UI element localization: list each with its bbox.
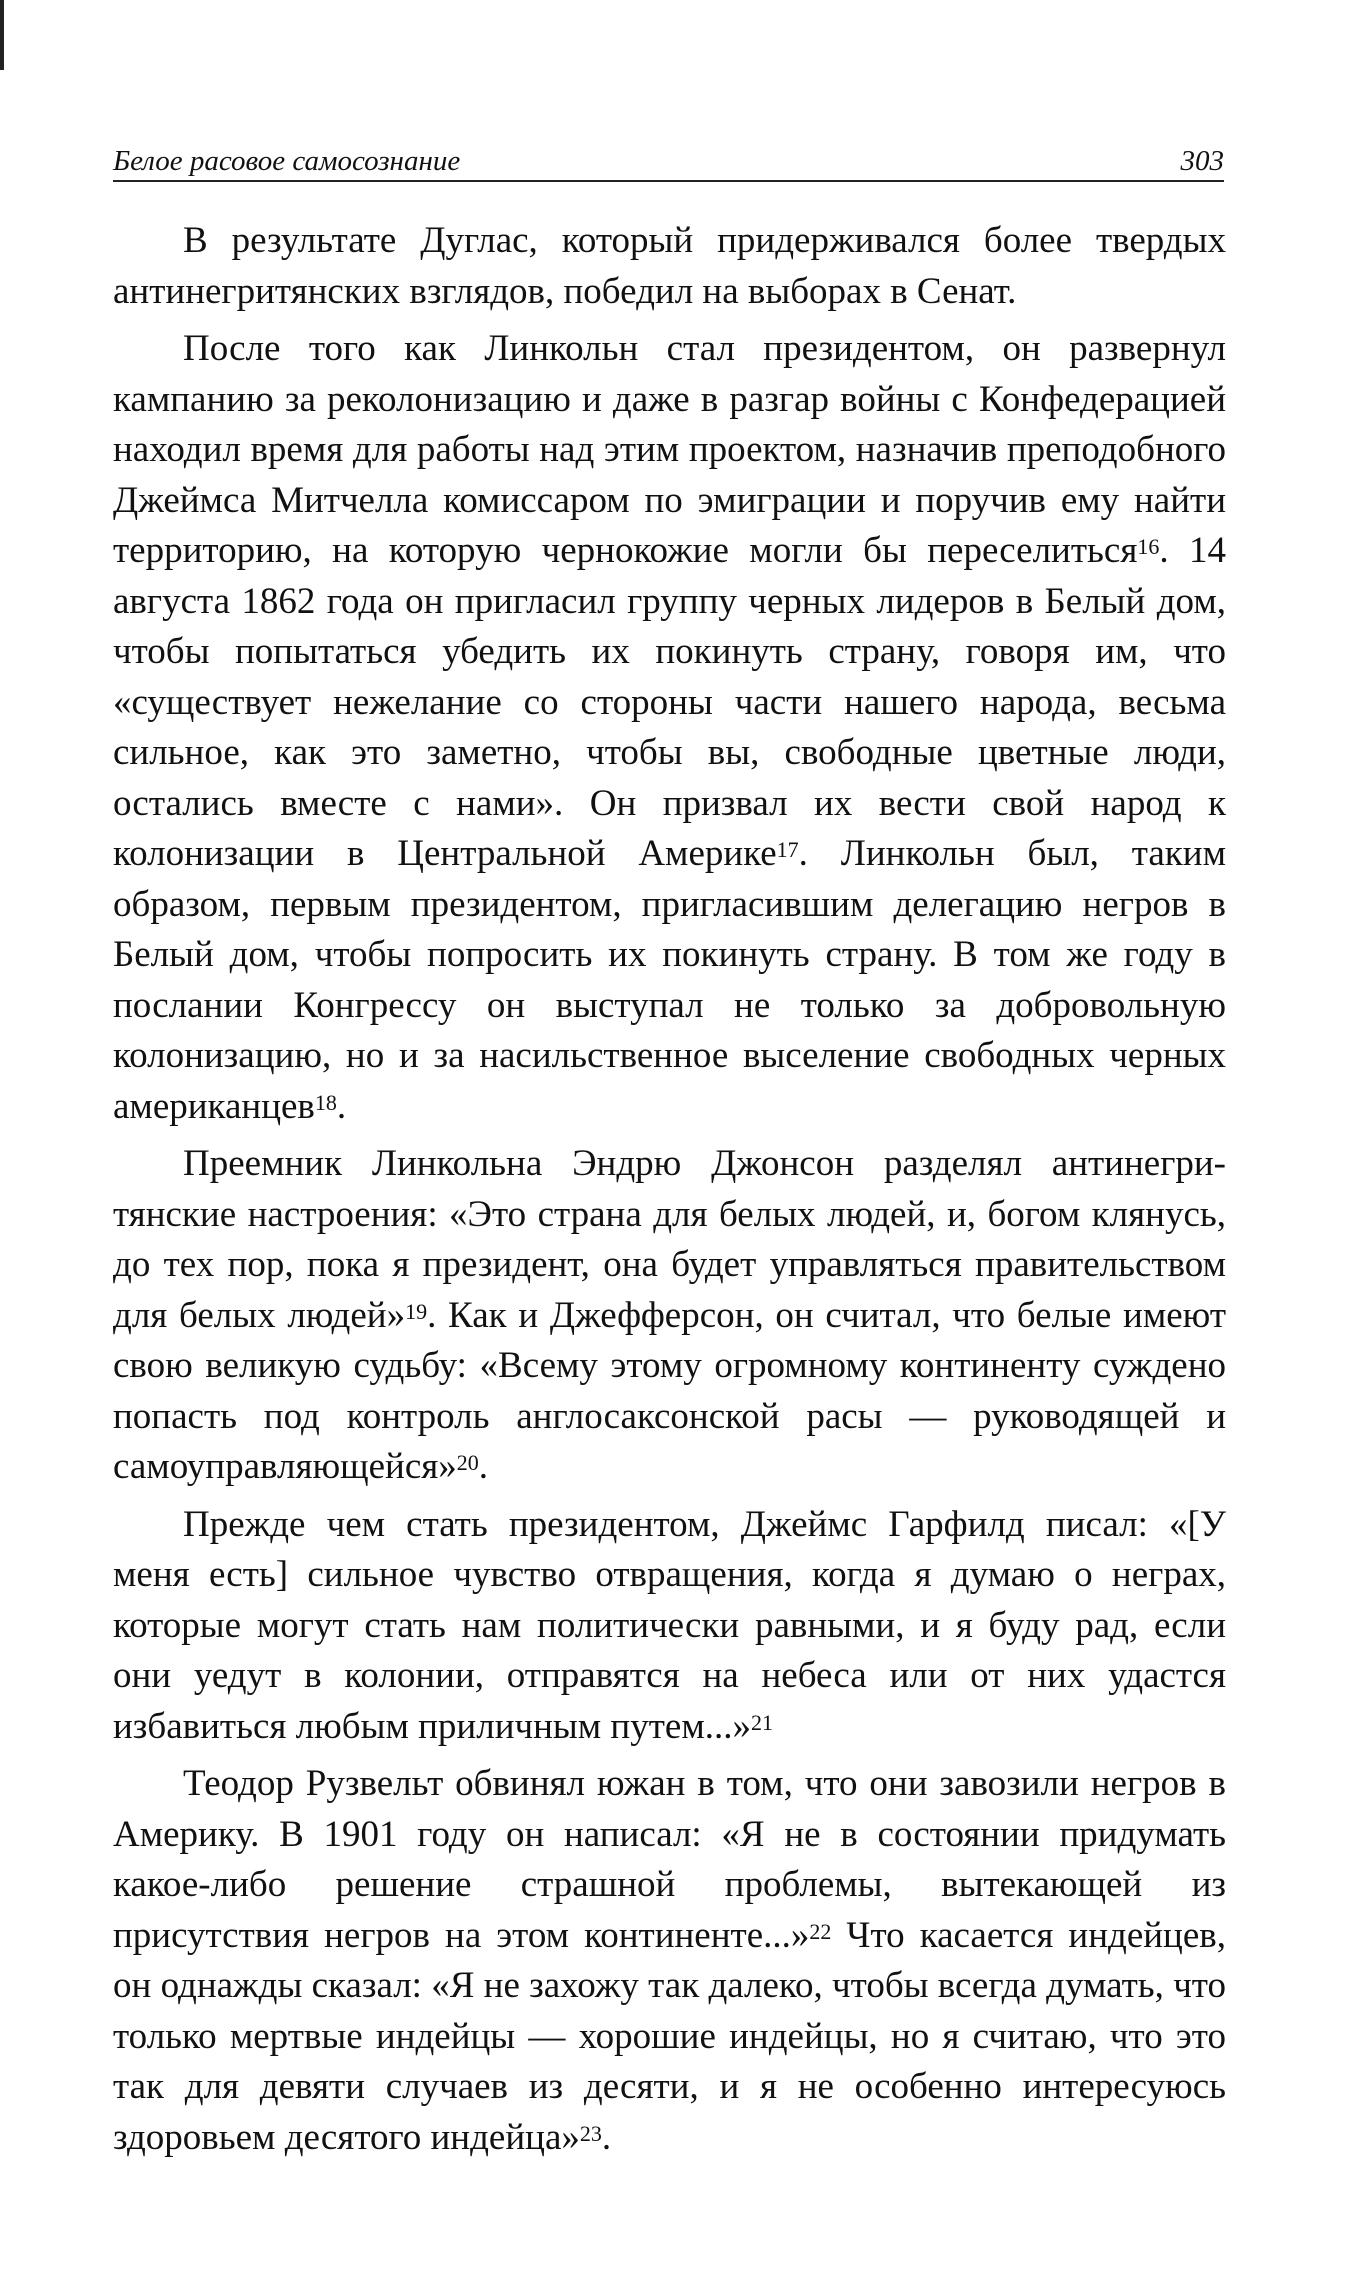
main-text bbox=[113, 216, 1226, 2170]
footnote-marker: 20 bbox=[456, 1450, 479, 1475]
page-number: 303 bbox=[1180, 145, 1224, 177]
paragraph bbox=[113, 324, 1226, 1132]
paragraph-text: . 14 августа 1862 года он пригласил группу черных лидеров в Белый дом, чтобы попытаться убедить их покинуть страну, говоря им, что «существует нежелание со стороны части нашего народа, весьма сильное, как это заметно, чтобы вы, свободные цветные люди, остались вместе с нами». Он призвал их вести свой народ к колонизации в Центральной Америке bbox=[113, 530, 1226, 874]
header-rule bbox=[113, 180, 1224, 182]
footnote-marker: 17 bbox=[776, 837, 799, 862]
paragraph-text: Прежде чем стать президентом, Джеймс Гарфилд писал: «[У меня есть] сильное чувство отвращения, когда я думаю о неграх, которые могут стать нам политически равными, и я буду рад, если они уедут в колонии, отправятся на небеса или от них удастся избавиться любым приличным путем...» bbox=[113, 1503, 1226, 1747]
paragraph-text: . bbox=[478, 1446, 489, 1487]
paragraph-text: Теодор Рузвельт обвинял южан в том, что они завозили негров в Америку. В 1901 году он написал: «Я не в состоянии придумать какое-либо решение страшной проблемы, вытекающей из присутствия негров на этом континенте...» bbox=[113, 1763, 1226, 1956]
paragraph-text: Преемник Линкольна Эндрю Джонсон разделял антинегритянские настроения: «Это страна для белых людей, и, богом клянусь, до тех пор, пока я президент, она будет управляться правительством для белых людей» bbox=[113, 1143, 1226, 1336]
paragraph bbox=[113, 216, 1226, 317]
paragraph-text: После того как Линкольн стал президентом, он развернул кампанию за реколонизацию и даже в разгар войны с Конфедерацией находил время для работы над этим проектом, назначив преподобного Джеймса Митчелла комиссаром по эмиграции и поручив ему найти территорию, на которую чернокожие могли бы переселиться bbox=[113, 328, 1226, 571]
paragraph-text: . bbox=[601, 2116, 612, 2158]
running-header bbox=[113, 128, 1224, 176]
binding-edge-mark bbox=[0, 0, 4, 70]
paragraph-text: . Как и Джефферсон, он считал, что белые имеют свою великую судьбу: «Всему этому огромному континенту суждено попасть под контроль англосаксонской расы — руководящей и самоуправляющейся» bbox=[113, 1294, 1226, 1487]
paragraph bbox=[113, 1759, 1226, 2163]
paragraph bbox=[113, 1139, 1226, 1493]
footnote-marker: 22 bbox=[809, 1918, 832, 1944]
paragraph-text: . bbox=[336, 1085, 347, 1127]
footnote-marker: 16 bbox=[1137, 534, 1160, 559]
running-title: Белое расовое самосознание bbox=[113, 145, 461, 177]
footnote-marker: 18 bbox=[314, 1089, 337, 1115]
footnote-marker: 23 bbox=[579, 2120, 602, 2146]
footnote-marker: 21 bbox=[750, 1709, 773, 1735]
footnote-marker: 19 bbox=[405, 1298, 428, 1324]
paragraph bbox=[113, 1500, 1226, 1753]
paragraph-text: . Линкольн был, таким образом, первым президентом, пригласившим делегацию негров в Белый дом, чтобы попросить их покинуть страну. В том же году в послании Конгрессу он выступал не только за добровольную колонизацию, но и за насильственное выселение свободных черных американцев bbox=[113, 833, 1226, 1127]
paragraph-text: Что касается индейцев, он однажды сказал: «Я не захожу так далеко, чтобы всегда думать, что только мертвые индейцы — хорошие индейцы, но я считаю, что это так для девяти случаев из десяти, и я не особенно интересуюсь здоровьем десятого индейца» bbox=[113, 1914, 1226, 2158]
paragraph-text: В результате Дуглас, который придерживался более твердых антинегритянских взглядов, победил на выборах в Сенат. bbox=[113, 220, 1226, 312]
